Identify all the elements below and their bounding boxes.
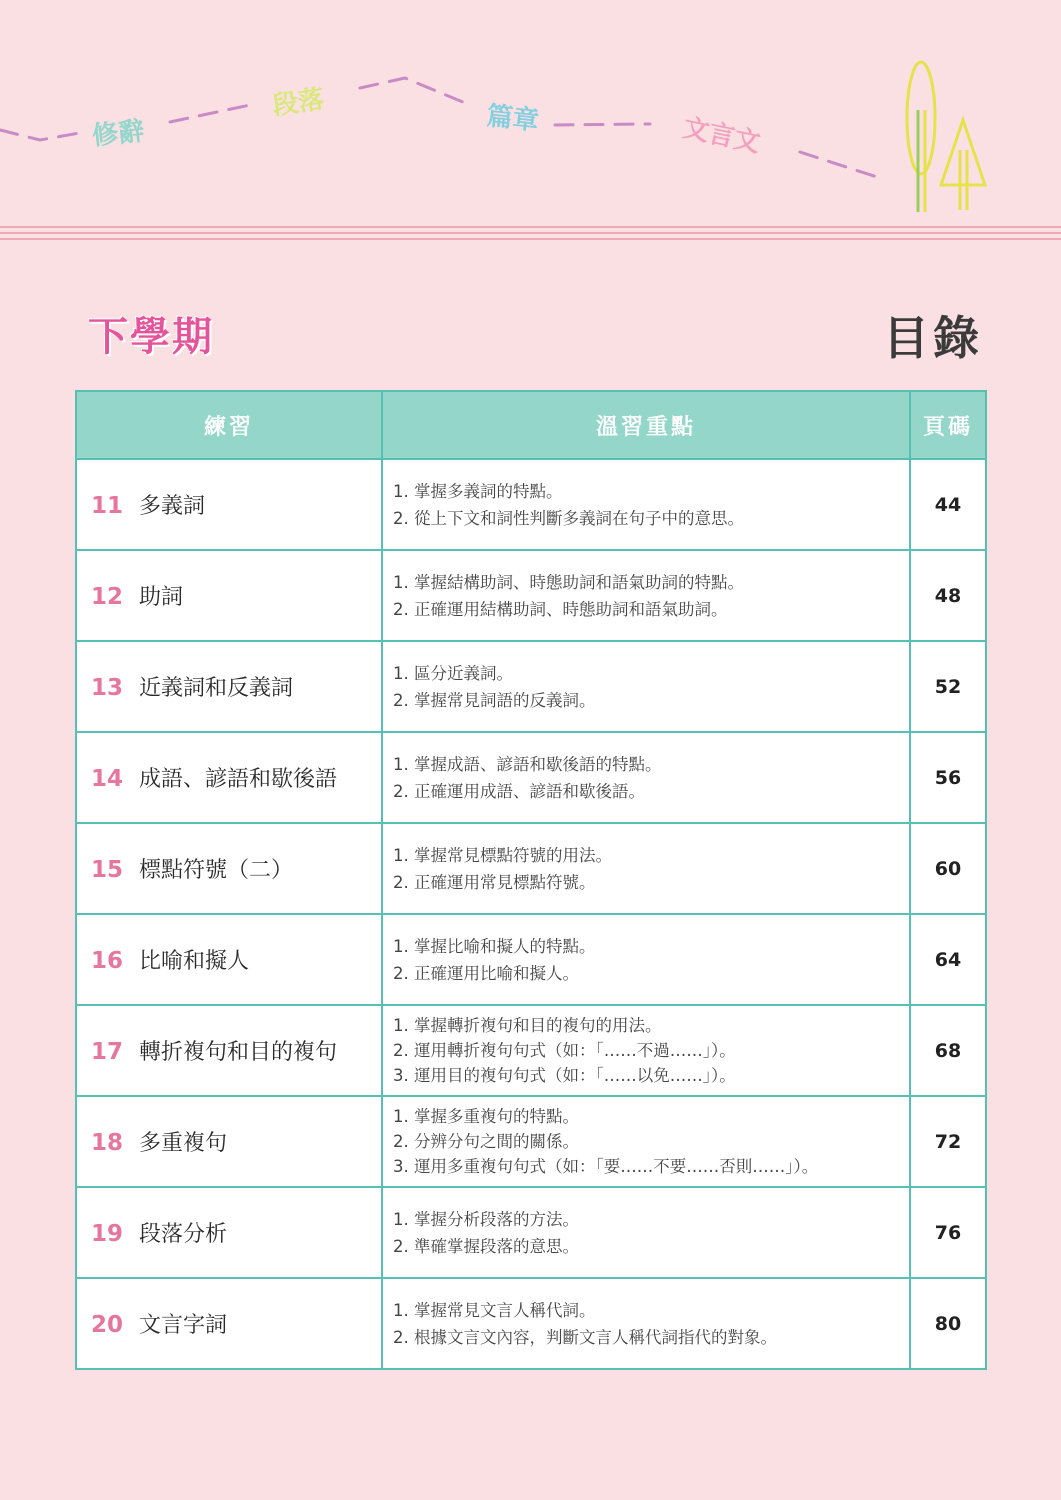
key-point-item: 1. 掌握分析段落的方法。	[393, 1209, 579, 1229]
key-point-item: 1. 掌握多重複句的特點。	[393, 1107, 579, 1126]
page-number[interactable]: 44	[910, 459, 986, 550]
exercise-number: 15	[91, 857, 124, 883]
exercise-title: 標點符號（二）	[139, 858, 294, 883]
key-points-cell	[382, 550, 910, 641]
key-points-cell	[382, 914, 910, 1005]
key-point-item: 3. 運用目的複句句式（如：「……以免……」）。	[393, 1066, 736, 1085]
exercise-cell	[76, 641, 382, 732]
exercise-cell	[76, 823, 382, 914]
header-stripes	[0, 226, 1061, 244]
path-word-rhetoric: 修辭	[90, 116, 146, 152]
table-row[interactable]	[76, 459, 986, 550]
table-header-row	[76, 391, 986, 459]
key-points-cell	[382, 459, 910, 550]
table-row[interactable]	[76, 1096, 986, 1187]
key-point-item: 2. 掌握常見詞語的反義詞。	[393, 690, 596, 710]
exercise-number: 20	[91, 1312, 124, 1338]
exercise-title: 文言字詞	[139, 1313, 228, 1338]
exercise-number: 16	[91, 948, 124, 974]
key-point-item: 1. 掌握轉折複句和目的複句的用法。	[393, 1016, 662, 1035]
key-point-item: 1. 區分近義詞。	[393, 663, 513, 683]
exercise-cell	[76, 1005, 382, 1096]
key-points-cell	[382, 1096, 910, 1187]
key-point-item: 1. 掌握成語、諺語和歇後語的特點。	[393, 754, 662, 774]
exercise-cell	[76, 732, 382, 823]
header-exercise: 練習	[76, 391, 382, 459]
key-point-item: 2. 分辨分句之間的關係。	[393, 1132, 579, 1151]
exercise-cell	[76, 1096, 382, 1187]
exercise-title: 轉折複句和目的複句	[139, 1040, 338, 1065]
exercise-cell	[76, 1278, 382, 1369]
key-points-cell	[382, 1187, 910, 1278]
exercise-title: 成語、諺語和歇後語	[139, 767, 338, 792]
exercise-number: 17	[91, 1039, 124, 1065]
key-point-item: 2. 正確運用結構助詞、時態助詞和語氣助詞。	[393, 599, 728, 619]
exercise-number: 19	[91, 1221, 124, 1247]
semester-title: 下學期	[88, 314, 214, 360]
page-number[interactable]: 68	[910, 1005, 986, 1096]
exercise-cell	[76, 459, 382, 550]
key-point-item: 3. 運用多重複句句式（如：「要……不要……否則……」）。	[393, 1157, 819, 1176]
table-row[interactable]	[76, 550, 986, 641]
page-number[interactable]: 72	[910, 1096, 986, 1187]
exercise-number: 13	[91, 675, 124, 701]
key-point-item: 2. 正確運用常見標點符號。	[393, 872, 596, 892]
path-word-paragraph: 段落	[270, 84, 327, 122]
key-points-cell	[382, 641, 910, 732]
page-number[interactable]: 56	[910, 732, 986, 823]
table-row[interactable]	[76, 641, 986, 732]
exercise-number: 14	[91, 766, 124, 792]
path-word-classical: 文言文	[680, 113, 763, 159]
exercise-title: 比喻和擬人	[139, 949, 250, 974]
key-points-cell	[382, 823, 910, 914]
page-number[interactable]: 48	[910, 550, 986, 641]
key-point-item: 1. 掌握比喻和擬人的特點。	[393, 936, 596, 956]
exercise-title: 多重複句	[139, 1131, 228, 1156]
key-point-item: 2. 根據文言文內容，判斷文言人稱代詞指代的對象。	[393, 1327, 777, 1347]
page-number[interactable]: 60	[910, 823, 986, 914]
exercise-cell	[76, 914, 382, 1005]
pine-tree-icon	[941, 120, 985, 210]
key-point-item: 1. 掌握常見文言人稱代詞。	[393, 1300, 596, 1320]
page-number[interactable]: 76	[910, 1187, 986, 1278]
table-row[interactable]	[76, 1187, 986, 1278]
table-row[interactable]	[76, 1278, 986, 1369]
table-row[interactable]	[76, 732, 986, 823]
table-row[interactable]	[76, 1005, 986, 1096]
key-point-item: 2. 正確運用比喻和擬人。	[393, 963, 579, 983]
toc-table	[75, 390, 987, 1370]
header-page: 頁碼	[910, 391, 986, 459]
key-point-item: 2. 準確掌握段落的意思。	[393, 1236, 579, 1256]
exercise-cell	[76, 550, 382, 641]
exercise-title: 助詞	[139, 585, 184, 610]
key-point-item: 2. 運用轉折複句句式（如：「……不過……」）。	[393, 1041, 736, 1060]
exercise-title: 近義詞和反義詞	[139, 676, 294, 701]
exercise-cell	[76, 1187, 382, 1278]
header-key-points: 溫習重點	[382, 391, 910, 459]
key-point-item: 1. 掌握多義詞的特點。	[393, 481, 563, 501]
page-number[interactable]: 52	[910, 641, 986, 732]
exercise-title: 段落分析	[139, 1222, 228, 1247]
key-points-cell	[382, 1278, 910, 1369]
exercise-number: 12	[91, 584, 124, 610]
key-point-item: 1. 掌握結構助詞、時態助詞和語氣助詞的特點。	[393, 572, 744, 592]
key-points-cell	[382, 1005, 910, 1096]
page-number[interactable]: 80	[910, 1278, 986, 1369]
page-number[interactable]: 64	[910, 914, 986, 1005]
table-row[interactable]	[76, 823, 986, 914]
exercise-title: 多義詞	[139, 494, 206, 519]
tree-icon	[907, 62, 935, 212]
header-decoration	[0, 0, 1061, 250]
key-point-item: 2. 從上下文和詞性判斷多義詞在句子中的意思。	[393, 508, 744, 528]
key-point-item: 1. 掌握常見標點符號的用法。	[393, 845, 612, 865]
exercise-number: 18	[91, 1130, 124, 1156]
key-point-item: 2. 正確運用成語、諺語和歇後語。	[393, 781, 645, 801]
key-points-cell	[382, 732, 910, 823]
page-title: 目錄	[883, 311, 983, 365]
exercise-number: 11	[91, 493, 124, 519]
table-row[interactable]	[76, 914, 986, 1005]
path-word-chapter: 篇章	[485, 101, 541, 137]
